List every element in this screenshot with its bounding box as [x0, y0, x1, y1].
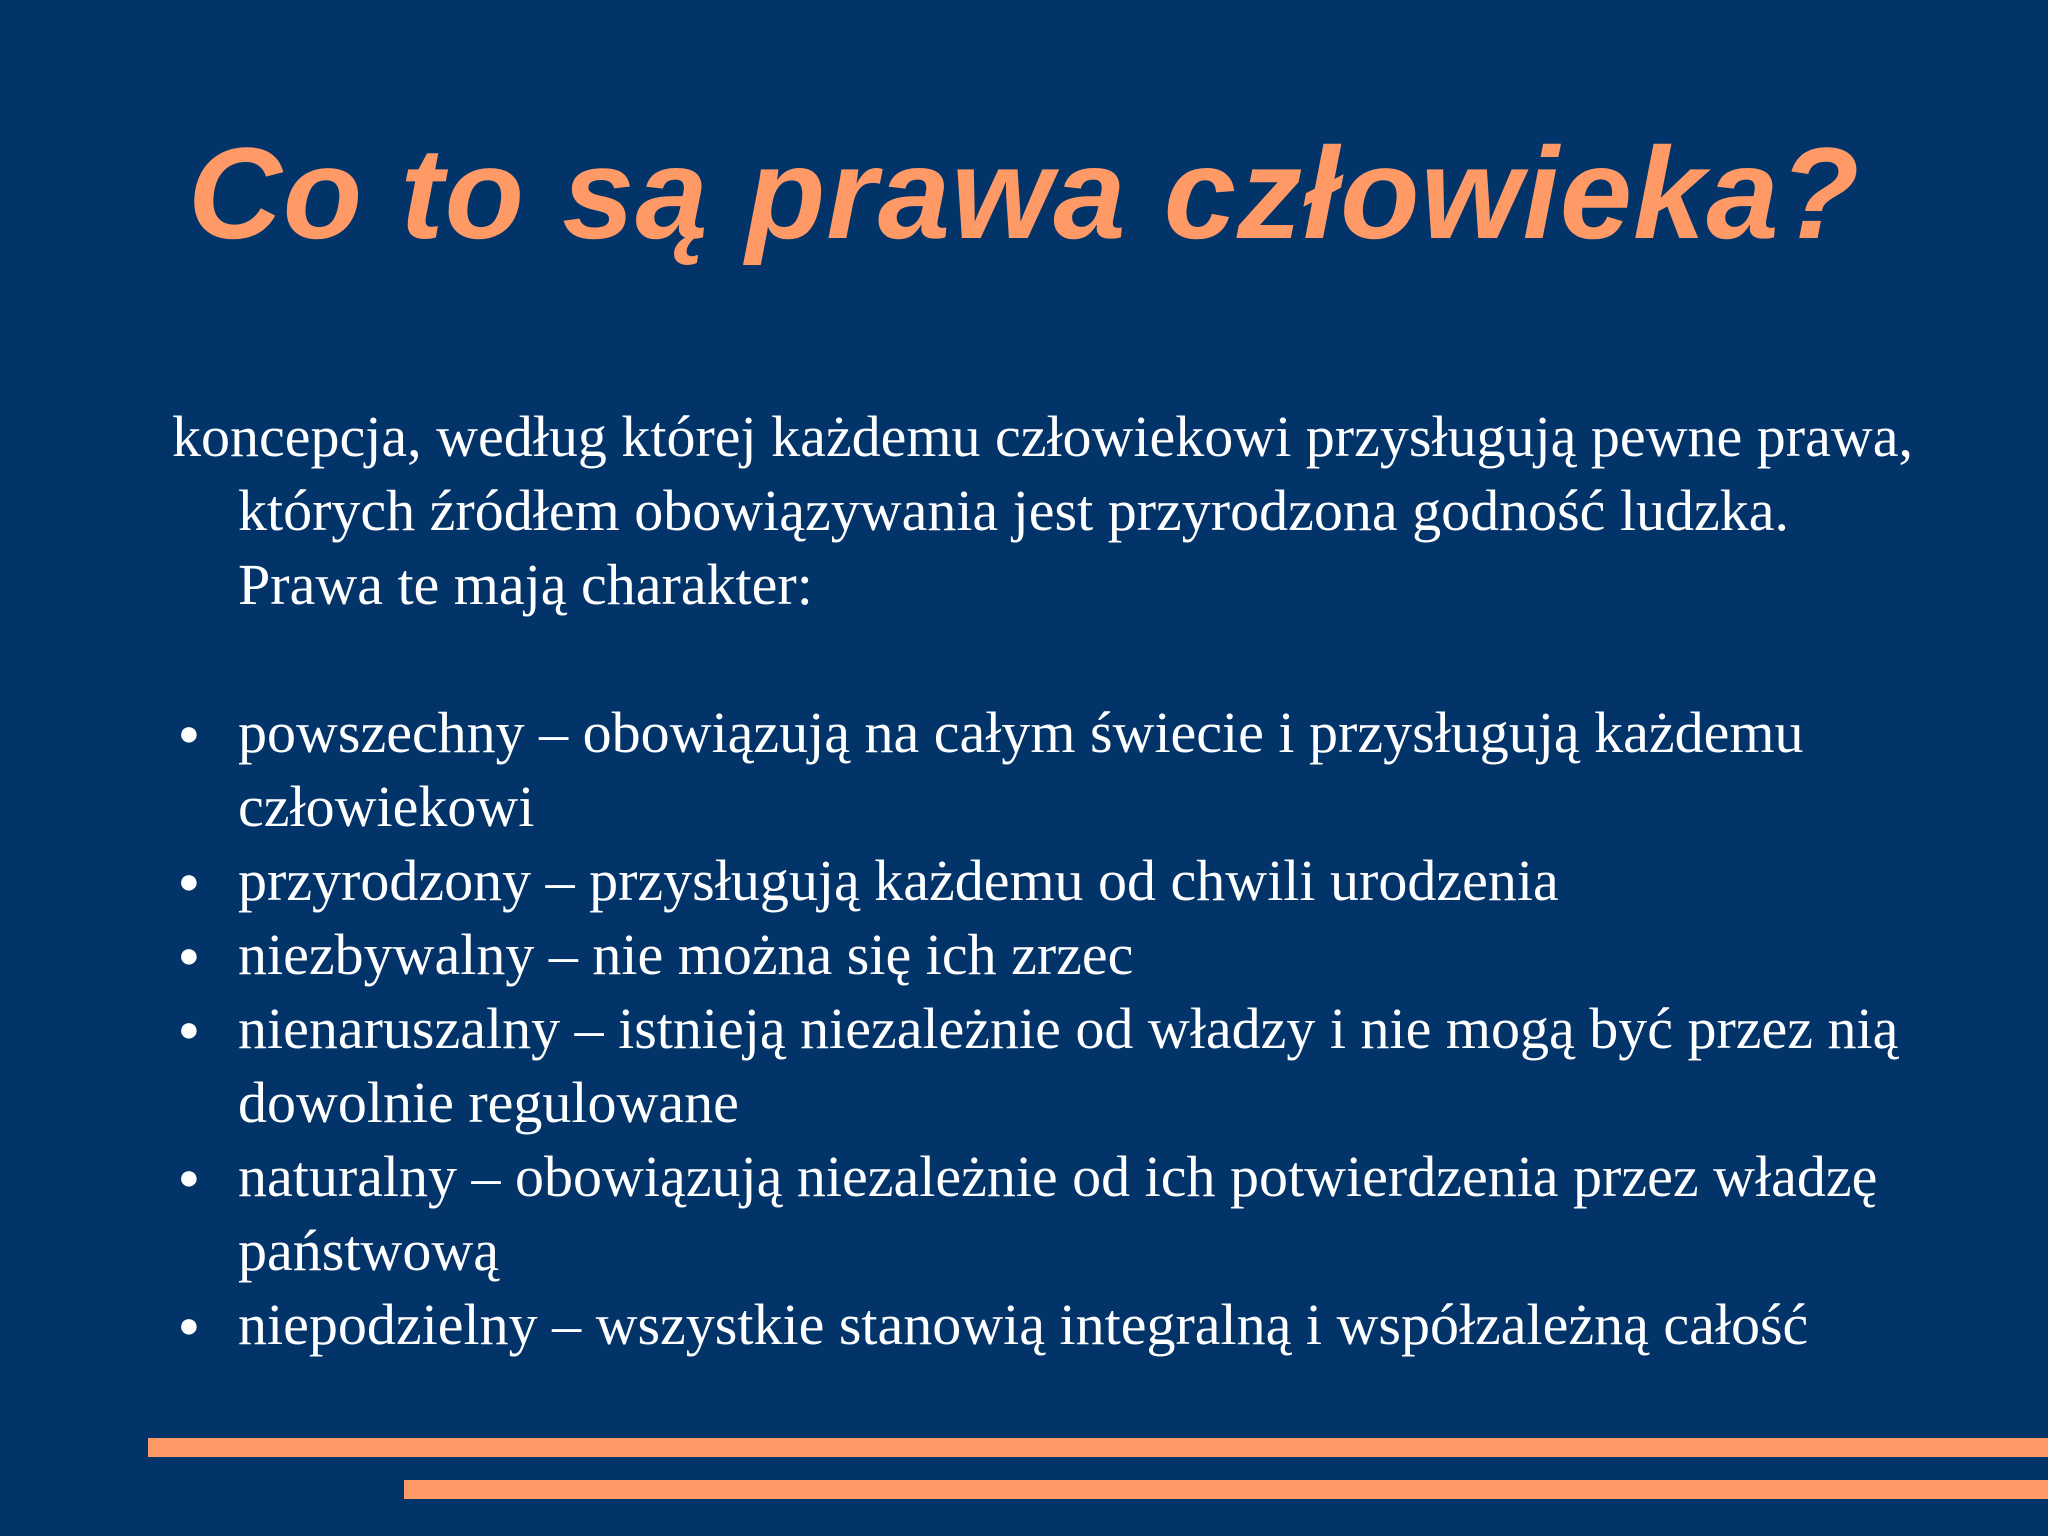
- list-item: [172, 696, 1932, 844]
- feature-list: [172, 696, 1932, 1362]
- list-item: [172, 844, 1932, 918]
- bullet-icon: ●: [178, 1305, 200, 1345]
- accent-stripe-bottom: [404, 1480, 2048, 1499]
- list-item: [172, 1288, 1932, 1362]
- list-item: [172, 992, 1932, 1140]
- bullet-icon: ●: [178, 861, 200, 901]
- paragraph-spacer: [172, 622, 1932, 696]
- bullet-icon: ●: [178, 1009, 200, 1049]
- bullet-icon: ●: [178, 713, 200, 753]
- list-item-text: powszechny – obowiązują na całym świecie i przysługują każdemu człowiekowi: [238, 700, 1804, 839]
- list-item-text: niezbywalny – nie można się ich zrzec: [238, 922, 1134, 987]
- slide-title: Co to są prawa człowieka?: [187, 120, 1861, 266]
- bullet-icon: ●: [178, 935, 200, 975]
- intro-paragraph: koncepcja, według której każdemu człowiekowi przysługują pewne prawa, których źródłem obowiązywania jest przyrodzona godność ludzka. Prawa te mają charakter:: [172, 404, 1913, 617]
- list-item-text: naturalny – obowiązują niezależnie od ich potwierdzenia przez władzę państwową: [238, 1144, 1878, 1283]
- list-item-text: nienaruszalny – istnieją niezależnie od władzy i nie mogą być przez nią dowolnie regulowane: [238, 996, 1899, 1135]
- list-item-text: przyrodzony – przysługują każdemu od chwili urodzenia: [238, 848, 1559, 913]
- slide-body: [172, 400, 1932, 1362]
- list-item: [172, 1140, 1932, 1288]
- list-item-text: niepodzielny – wszystkie stanowią integralną i współzależną całość: [238, 1292, 1809, 1357]
- bullet-icon: ●: [178, 1157, 200, 1197]
- list-item: [172, 918, 1932, 992]
- accent-stripe-top: [148, 1438, 2048, 1457]
